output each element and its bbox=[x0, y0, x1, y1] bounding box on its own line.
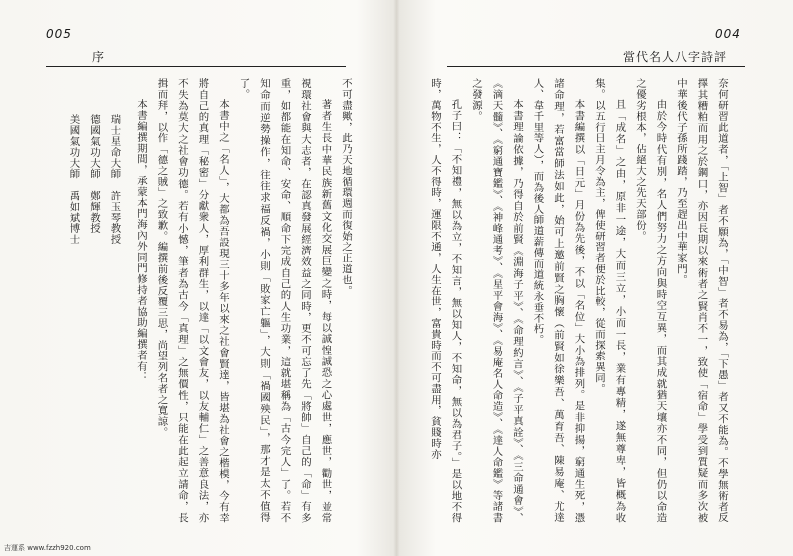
contributor-line: 美國氣功大師 禹如斌博士 bbox=[67, 114, 80, 246]
header-rule bbox=[447, 66, 745, 67]
paragraph: 本書編撰期間，承蒙本門海內外同門修持者協助編撰者有： bbox=[135, 98, 147, 383]
paragraph: 孔子曰：「不知禮，無以為立，不知言，無以知人，不知命，無以為君子。」是以地不得時，萬物不生，人不得時，運限不通，人生在世，富貴時而不可盡用，貧賤時亦 bbox=[429, 78, 462, 523]
page-number: 005 bbox=[46, 27, 72, 41]
watermark-footer: 吉運系 www.fzzh920.com bbox=[4, 544, 91, 552]
paragraph: 著者生長中華民族新舊文化交展巨變之時，每以誠惶誠恐之心處世，應世，勸世，並常視環社會與大志者，在認真發展經濟效益之同時，更不可忘了先「將帥」自己的「命」有多重，如都能在知命、安命、順命下完成自己的人生功業，這就堪稱為「古今完人」了。若不知命而逆勢操作，往往求福反禍，小則「敗家亡軀」，大則「禍國殃民」，那才是太不值得了。 bbox=[237, 78, 332, 523]
paragraph: 本書理論依據，乃得自於前賢《淵海子平》、《命理約言》、《子平真詮》、《三命通會》、《滴天髓》、《窮通寶鑑》、《神峰通考》、《星平會海》、《易庵名人命造》、《達人命鑑》等諸書之發源。 bbox=[470, 78, 523, 523]
right-body-text bbox=[429, 78, 732, 523]
paragraph: 由於今時代有別，名人們努力之方向與時空互異，而其成就猶天壤亦不同，但仍以命造之優劣根本，佔絕大之先天部份。 bbox=[634, 78, 667, 523]
contributor-line: 德國氣功大師 鄭輝教授 bbox=[88, 114, 100, 235]
paragraph: 且「成名」之由，原非一途，大而三立，小而一長，業有專精，遂無尊卑，皆概為收集。以五行日主月令為主，俾使研習者便於比較，從而探索異同。 bbox=[593, 78, 626, 523]
paragraph: 本書編撰以「日元」月份為先後，不以「名位」大小為排列。是非抑揚，窮通生死，憑諸命理，若富當師法如此，始可上邀前賢之胸懷（前賢如徐樂吾、萬育吾、陳易庵、尤達人、韋千里等人），而為後人師道薪傳而道統永垂不朽。 bbox=[531, 78, 585, 523]
running-head: 當代名人八字詩評 bbox=[623, 50, 728, 64]
page-number: 004 bbox=[715, 27, 741, 41]
contributor-line: 瑞士星命大師 許玉琴教授 bbox=[108, 114, 121, 246]
paragraph: 奈何研習此道者，「上智」者不願為，「中智」者不易為，「下愚」者又不能為。不學無術者反擇其糟粕而用之於鋼口，亦因長期以來術者之賢肖不一，致使「宿命」學受到質疑而多次被中華後代子孫所踐踏，乃至趕出中華家門。 bbox=[675, 78, 728, 523]
running-head: 序 bbox=[92, 50, 106, 64]
paragraph: 不可盡歟，此乃天地循環週而復始之正道也。 bbox=[340, 78, 352, 296]
left-body-text bbox=[67, 78, 356, 523]
left-page bbox=[0, 0, 396, 556]
header-rule bbox=[46, 66, 346, 67]
paragraph: 本書中之「名人」，大都為吾設現三十多年以來之社會賢達，皆堪為社會之楷模，今有幸將自己的真理「秘密」分獻衆人，厚利群生，以達「以文會友，以友輔仁」之善意良法，亦不失為莫大之社會功德。若有小憾，筆者為古今「真理」之無價性，只能在此起立請命，長揖而拜，以作「德之賊」之致歉。編撰前後反覆三思，尚望列名者之寬諒。 bbox=[155, 78, 229, 523]
